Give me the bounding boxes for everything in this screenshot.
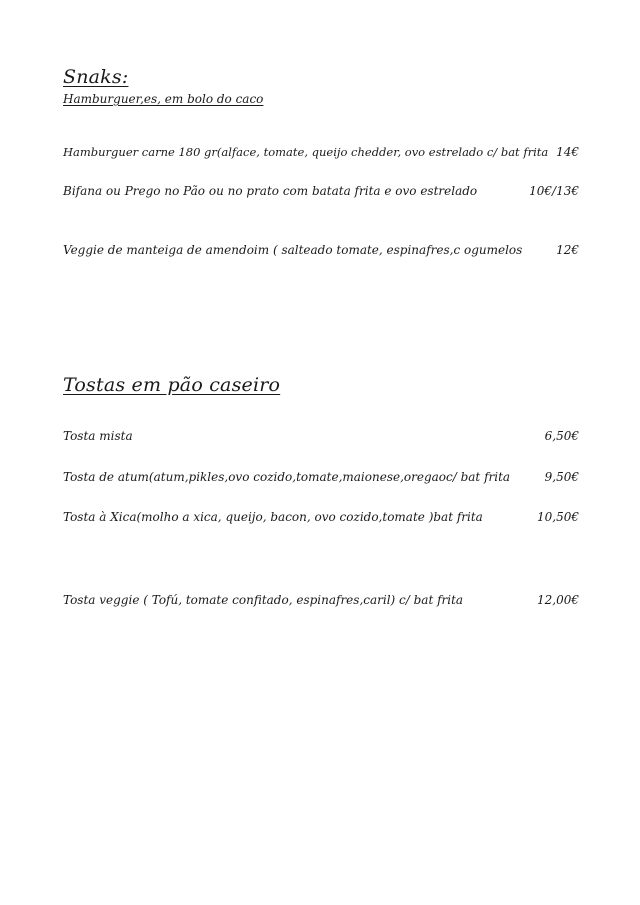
item-price: 9,50€ bbox=[544, 470, 579, 484]
menu-item bbox=[63, 145, 579, 163]
menu-item bbox=[63, 184, 579, 202]
menu-item bbox=[63, 510, 579, 528]
snacks-title: Snaks: bbox=[63, 66, 129, 88]
menu-item bbox=[63, 243, 579, 261]
item-price: 6,50€ bbox=[544, 429, 579, 443]
item-price: 10,50€ bbox=[537, 510, 579, 524]
item-price: 12€ bbox=[556, 243, 579, 257]
menu-item bbox=[63, 470, 579, 488]
item-name: Tosta de atum(atum,pikles,ovo cozido,tomate,maionese,oregaoc/ bat frita bbox=[63, 470, 511, 484]
item-name: Tosta à Xica(molho a xica, queijo, bacon, ovo cozido,tomate )bat frita bbox=[63, 510, 483, 524]
menu-item bbox=[63, 593, 579, 611]
item-price: 12,00€ bbox=[537, 593, 579, 607]
item-name: Tosta veggie ( Tofú, tomate confitado, espinafres,caril) c/ bat frita bbox=[63, 593, 464, 607]
item-price: 14€ bbox=[556, 145, 579, 159]
tostas-title: Tostas em pão caseiro bbox=[63, 374, 281, 396]
item-name: Tosta mista bbox=[63, 429, 133, 443]
snacks-subtitle: Hamburguer,es, em bolo do caco bbox=[63, 92, 264, 106]
menu-item bbox=[63, 429, 579, 447]
item-name: Bifana ou Prego no Pão ou no prato com batata frita e ovo estrelado bbox=[63, 184, 478, 198]
item-price: 10€/13€ bbox=[529, 184, 579, 198]
item-name: Veggie de manteiga de amendoim ( salteado tomate, espinafres,c ogumelos bbox=[63, 243, 523, 257]
item-name: Hamburguer carne 180 gr(alface, tomate, queijo chedder, ovo estrelado c/ bat frita bbox=[63, 145, 549, 159]
